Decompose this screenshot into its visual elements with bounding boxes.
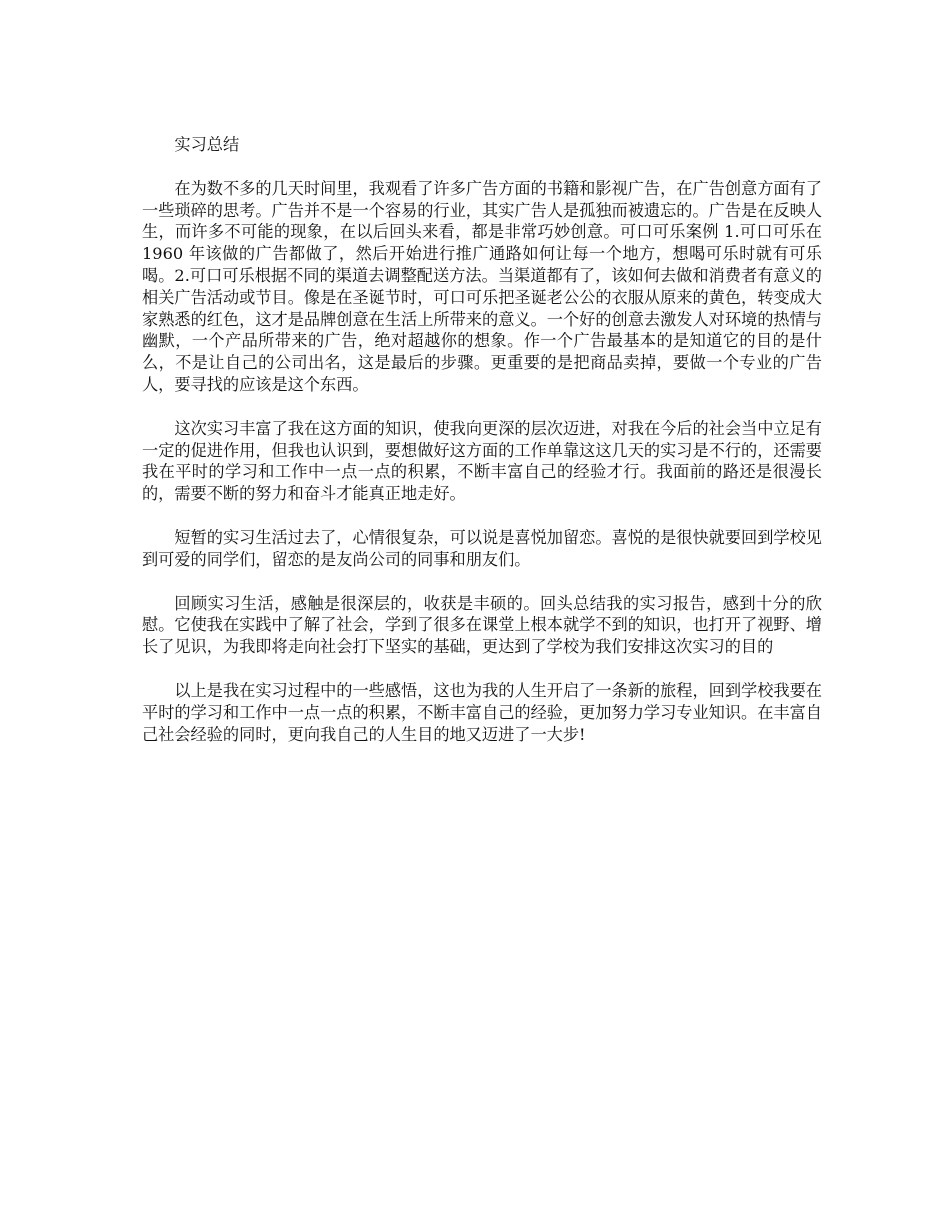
paragraph-4: 回顾实习生活，感触是很深层的，收获是丰硕的。回头总结我的实习报告，感到十分的欣慰。它使我在实践中了解了社会，学到了很多在课堂上根本就学不到的知识，也打开了视野、增长了见识，为我即将走向社会打下坚实的基础，更达到了学校为我们安排这次实习的目的 <box>142 593 822 657</box>
document-body <box>142 134 822 767</box>
paragraph-2: 这次实习丰富了我在这方面的知识，使我向更深的层次迈进，对我在今后的社会当中立足有一定的促进作用，但我也认识到，要想做好这方面的工作单靠这这几天的实习是不行的，还需要我在平时的学习和工作中一点一点的积累，不断丰富自己的经验才行。我面前的路还是很漫长的，需要不断的努力和奋斗才能真正地走好。 <box>142 418 822 504</box>
document-title: 实习总结 <box>174 135 240 154</box>
paragraph-3: 短暂的实习生活过去了，心情很复杂，可以说是喜悦加留恋。喜悦的是很快就要回到学校见到可爱的同学们，留恋的是友尚公司的同事和朋友们。 <box>142 527 822 569</box>
paragraph-1: 在为数不多的几天时间里，我观看了许多广告方面的书籍和影视广告，在广告创意方面有了一些琐碎的思考。广告并不是一个容易的行业，其实广告人是孤独而被遗忘的。广告是在反映人生，而许多不可能的现象，在以后回头来看，都是非常巧妙创意。可口可乐案例 1.可口可乐在 1960 年该做的广告都做了，然后开始进行推广通路如何让每一个地方，想喝可乐时就有可乐喝。2.可口可乐根据不同的渠道去调整配送方法。当渠道都有了，该如何去做和消费者有意义的相关广告活动或节目。像是在圣诞节时，可口可乐把圣诞老公公的衣服从原来的黄色，转变成大家熟悉的红色，这才是品牌创意在生活上所带来的意义。一个好的创意去激发人对环境的热情与幽默，一个产品所带来的广告，绝对超越你的想象。作一个广告最基本的是知道它的目的是什么，不是让自己的公司出名，这是最后的步骤。更重要的是把商品卖掉，要做一个专业的广告人，要寻找的应该是这个东西。 <box>142 178 822 394</box>
paragraph-5: 以上是我在实习过程中的一些感悟，这也为我的人生开启了一条新的旅程，回到学校我要在平时的学习和工作中一点一点的积累，不断丰富自己的经验，更加努力学习专业知识。在丰富自己社会经验的同时，更向我自己的人生目的地又迈进了一大步! <box>142 680 822 744</box>
